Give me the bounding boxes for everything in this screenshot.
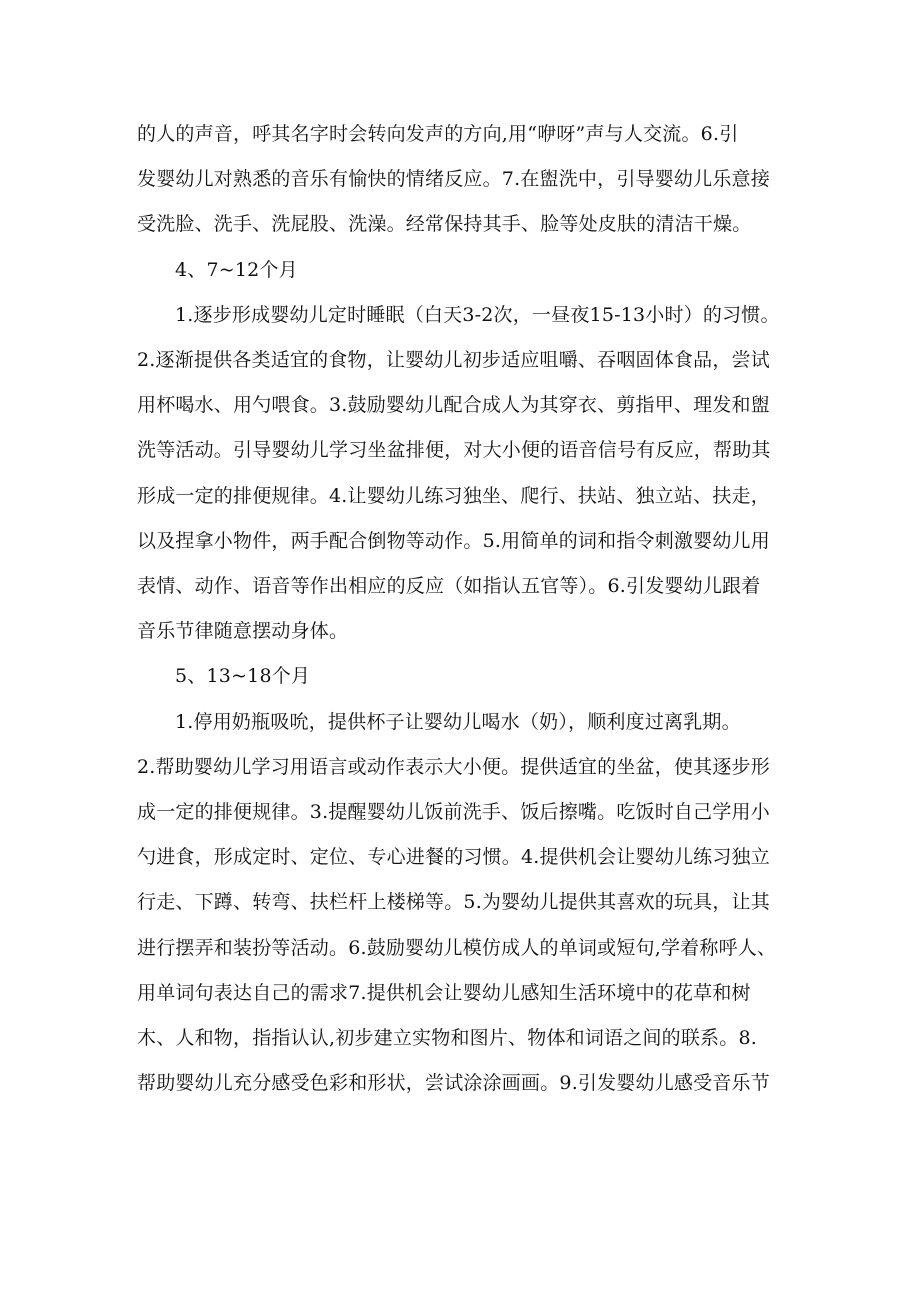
paragraph-continued [137, 112, 797, 248]
text-line: 进行摆弄和装扮等活动。6.鼓励婴幼儿模仿成人的单词或短句,学着称呼人、 [137, 936, 777, 959]
text-line: 表情、动作、语音等作出相应的反应（如指认五官等）。6.引发婴幼儿跟着 [137, 575, 761, 598]
text-line: 用单词句表达自己的需求7.提供机会让婴幼儿感知生活环境中的花草和树 [137, 981, 751, 1004]
text-line: 用杯喝水、用勺喂食。3.鼓励婴幼儿配合成人为其穿衣、剪指甲、理发和盥 [137, 394, 770, 417]
text-line: 勺进食，形成定时、定位、专心进餐的习惯。4.提供机会让婴幼儿练习独立 [137, 846, 770, 869]
paragraph-7-12-months [137, 293, 797, 655]
text-line: 成一定的排便规律。3.提醒婴幼儿饭前洗手、饭后擦嘴。吃饭时自己学用小 [137, 801, 770, 824]
text-line: 行走、下蹲、转弯、扶栏杆上楼梯等。5.为婴幼儿提供其喜欢的玩具，让其 [137, 891, 770, 914]
text-line: 形成一定的排便规律。4.让婴幼儿练习独坐、爬行、扶站、独立站、扶走， [137, 484, 770, 507]
text-line: 1.逐步形成婴幼儿定时睡眠（白天3-2次，一昼夜15-13小时）的习惯。 [175, 303, 780, 326]
text-line: 帮助婴幼儿充分感受色彩和形状，尝试涂涂画画。9.引发婴幼儿感受音乐节 [137, 1072, 770, 1095]
text-line: 受洗脸、洗手、洗屁股、洗澡。经常保持其手、脸等处皮肤的清洁干燥。 [137, 213, 752, 236]
text-line: 洗等活动。引导婴幼儿学习坐盆排便，对大小便的语音信号有反应，帮助其 [137, 439, 771, 462]
text-line: 1.停用奶瓶吸吮，提供杯子让婴幼儿喝水（奶），顺利度过离乳期。 [175, 710, 741, 733]
text-line: 2.帮助婴幼儿学习用语言或动作表示大小便。提供适宜的坐盆，使其逐步形 [137, 755, 770, 778]
document-body [137, 112, 797, 1106]
text-line: 木、人和物，指指认认,初步建立实物和图片、物体和词语之间的联系。8. [137, 1027, 757, 1050]
text-line: 2.逐渐提供各类适宜的食物，让婴幼儿初步适应咀嚼、吞咽固体食品，尝试 [137, 349, 770, 372]
section-heading-7-12-months: 4、7~12个月 [175, 258, 298, 281]
text-line: 的人的声音，呼其名字时会转向发声的方向,用“咿呀”声与人交流。6.引 [137, 123, 739, 145]
text-line: 以及捏拿小物件，两手配合倒物等动作。5.用简单的词和指令刺激婴幼儿用 [137, 529, 770, 552]
text-line: 发婴幼儿对熟悉的音乐有愉快的情绪反应。7.在盥洗中，引导婴幼儿乐意接 [137, 168, 770, 191]
text-line: 音乐节律随意摆动身体。 [137, 620, 349, 643]
section-heading-13-18-months: 5、13~18个月 [175, 665, 311, 688]
paragraph-13-18-months [137, 700, 797, 1107]
